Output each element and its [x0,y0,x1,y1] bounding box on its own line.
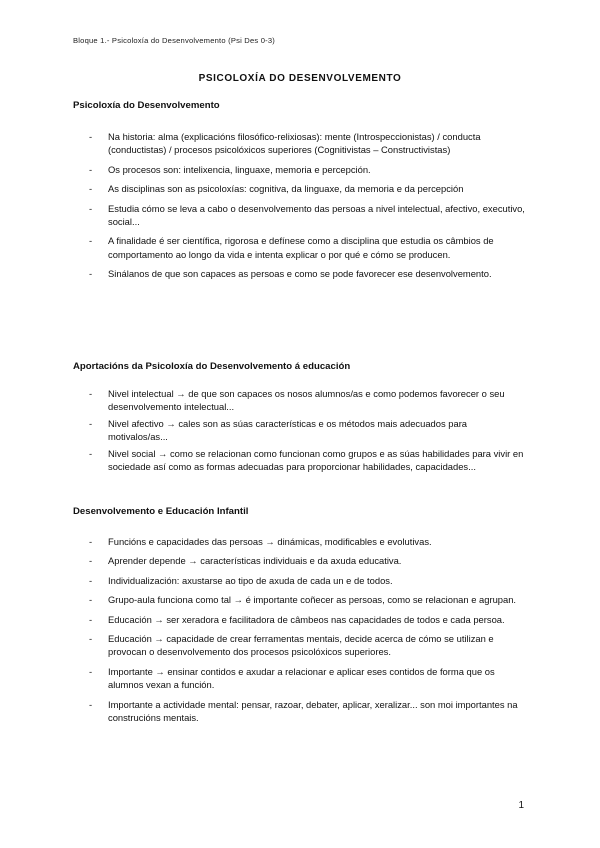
bullet-list [73,387,528,473]
list-item: - Grupo-aula funciona como tal → é importante coñecer as persoas, como se relacionan e agrupan. [89,594,517,606]
section-desenvolvemento-infantil [73,506,528,724]
list-item: - Educación → capacidade de crear ferramentas mentais, decide acerca de cómo se utilizan e provocan o desenvolvemento dos procesos psicolóxicos superiores. [89,633,494,658]
list-item: - Nivel social → como se relacionan como funcionan como grupos e as súas habilidades para vivir en sociedade así como as formas adecuadas para proporcionar habilidades, capacidades... [89,447,524,473]
dash-bullet: - [89,613,93,625]
dash-bullet: - [89,447,93,459]
bullet-list [73,535,528,724]
list-item: - Individualización: axustarse ao tipo de axuda de cada un e de todos. [89,574,393,586]
section-aportacions [73,361,528,473]
dash-bullet: - [89,665,93,677]
list-item: - Nivel intelectual → de que son capaces os nosos alumnos/as e como podemos favorecer o seu desenvolvemento intelectual... [89,388,505,413]
list-item: - Aprender depende → características individuais e da axuda educativa. [89,555,402,567]
list-item: - Sinálanos de que son capaces as persoas e como se pode favorecer ese desenvolvemento. [89,268,492,280]
list-item: - As disciplinas son as psicoloxías: cognitiva, da linguaxe, da memoria e da percepción [89,183,464,195]
list-item: - Importante a actividade mental: pensar, razoar, debater, aplicar, xeralizar... son moi importantes na construcións mentais. [89,698,518,724]
section-heading: Psicoloxía do Desenvolvemento [73,100,220,111]
list-item: - A finalidade é ser científica, rigorosa e defínese como a disciplina que estudia os câmbios de comportamento ao longo da vida e intenta explicar o por qué e cómo se producen. [89,235,494,260]
dash-bullet: - [89,163,93,175]
dash-bullet: - [89,633,93,645]
dash-bullet: - [89,268,93,280]
list-item: - Funcións e capacidades das persoas → dinámicas, modificables e evolutivas. [89,536,432,547]
section-psicoloxia [73,100,528,281]
dash-bullet: - [89,555,93,567]
document-title: PSICOLOXÍA DO DESENVOLVEMENTO [198,73,402,84]
dash-bullet: - [89,235,93,247]
list-item: - Na historia: alma (explicacións filosófico-relixiosas): mente (Introspeccionistas) / conducta (conductistas) / procesos psicolóxicos superiores (Cognitivistas – Constructivistas) [89,131,481,156]
list-item: - Nivel afectivo → cales son as súas características e os métodos mais adecuados para motivalos/as... [89,417,468,443]
dash-bullet: - [89,698,93,710]
list-item: - Educación → ser xeradora e facilitadora de câmbeos nas capacidades de todos e cada persoa. [89,613,505,625]
dash-bullet: - [89,574,93,586]
dash-bullet: - [89,388,93,399]
dash-bullet: - [89,131,93,142]
list-item: - Importante → ensinar contidos e axudar a relacionar e aplicar eses contidos de forma que os alumnos vexan a función. [89,665,495,691]
dash-bullet: - [89,202,93,214]
section-heading: Desenvolvemento e Educación Infantil [73,506,249,517]
list-item: - Os procesos son: intelixencia, linguaxe, memoria e percepción. [89,163,371,175]
dash-bullet: - [89,417,93,429]
dash-bullet: - [89,536,93,547]
list-item: - Estudia cómo se leva a cabo o desenvolvemento das persoas a nivel intelectual, afectivo, executivo, social... [89,202,525,228]
dash-bullet: - [89,183,93,195]
section-heading: Aportacións da Psicoloxía do Desenvolvemento á educación [73,361,351,372]
dash-bullet: - [89,594,93,606]
page-header: Bloque 1.- Psicoloxía do Desenvolvemento (Psi Des 0-3) [73,36,276,45]
page-number: 1 [518,800,524,811]
bullet-list [73,130,528,281]
